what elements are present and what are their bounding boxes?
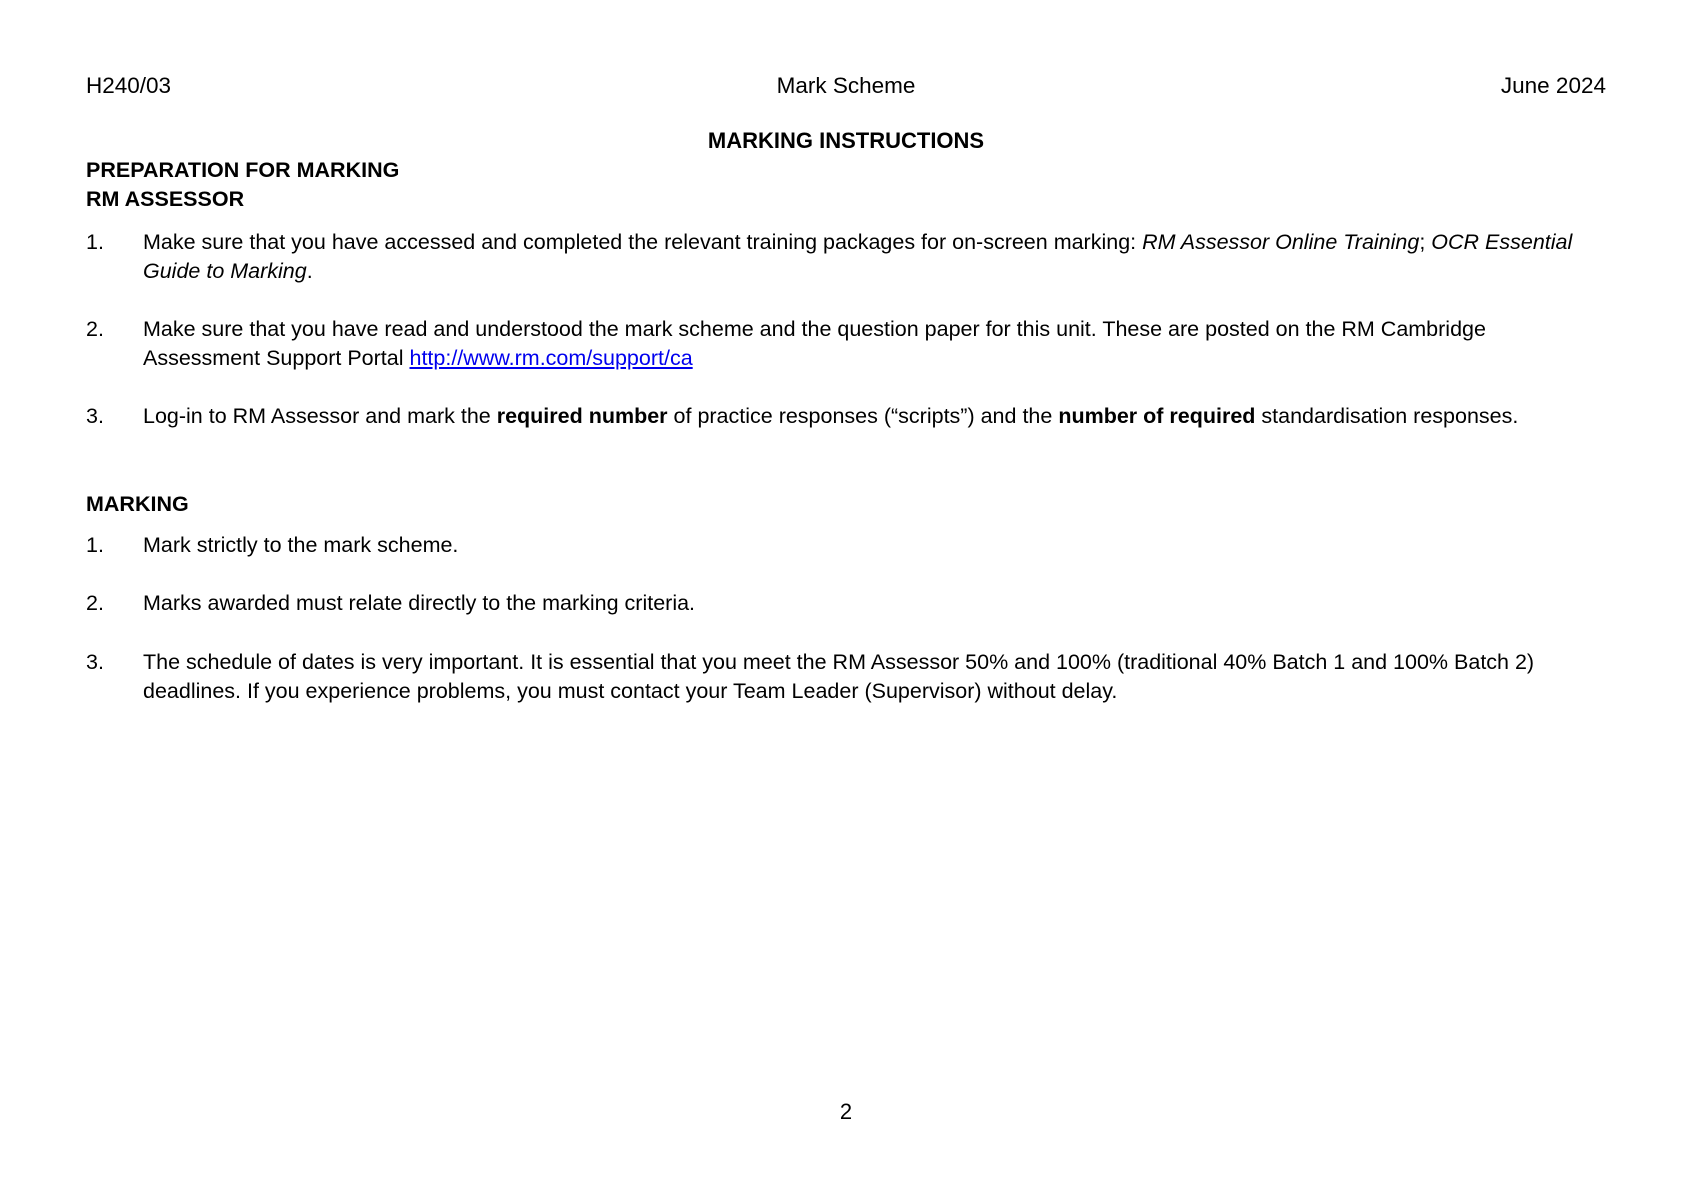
list-number: 1. bbox=[86, 533, 104, 557]
prep-item-2-text: Make sure that you have read and understood the mark scheme and the question paper for this unit. These are posted on the RM Cambridge Assessment Support Portal http://www.rm.com/support/ca bbox=[143, 317, 1486, 370]
heading-marking: MARKING bbox=[86, 492, 189, 516]
support-portal-link[interactable]: http://www.rm.com/support/ca bbox=[409, 346, 693, 370]
marking-item-3-text: The schedule of dates is very important. It is essential that you meet the RM Assessor 50% and 100% (traditional 40% Batch 1 and 100% Batch 2) deadlines. If you experience problems, you must contact your Team Leader (Supervisor) without delay. bbox=[143, 650, 1535, 703]
prep-item-1 bbox=[86, 228, 1606, 286]
heading-rm-assessor: RM ASSESSOR bbox=[86, 187, 245, 211]
list-number: 1. bbox=[86, 230, 104, 254]
marking-item-2-text: Marks awarded must relate directly to the marking criteria. bbox=[143, 591, 696, 615]
header-title: Mark Scheme bbox=[776, 73, 916, 98]
page-number: 2 bbox=[839, 1099, 853, 1124]
list-number: 3. bbox=[86, 404, 104, 428]
header-date: June 2024 bbox=[1500, 73, 1606, 98]
prep-item-1-text: Make sure that you have accessed and completed the relevant training packages for on-screen marking: RM Assessor Online Training; OCR Essential Guide to Marking. bbox=[143, 230, 1573, 283]
prep-item-3-text: Log-in to RM Assessor and mark the required number of practice responses (“scripts”) and the number of required standardisation responses. bbox=[143, 404, 1519, 428]
heading-preparation: PREPARATION FOR MARKING bbox=[86, 158, 400, 182]
prep-item-3 bbox=[86, 402, 1606, 431]
header-paper-code: H240/03 bbox=[86, 73, 172, 98]
marking-item-2 bbox=[86, 589, 1606, 618]
prep-item-2 bbox=[86, 315, 1606, 373]
marking-item-1-text: Mark strictly to the mark scheme. bbox=[143, 533, 459, 557]
list-number: 3. bbox=[86, 650, 104, 674]
list-number: 2. bbox=[86, 591, 104, 615]
list-number: 2. bbox=[86, 317, 104, 341]
main-title: MARKING INSTRUCTIONS bbox=[707, 128, 985, 153]
marking-item-1 bbox=[86, 531, 1606, 560]
marking-item-3 bbox=[86, 648, 1606, 706]
